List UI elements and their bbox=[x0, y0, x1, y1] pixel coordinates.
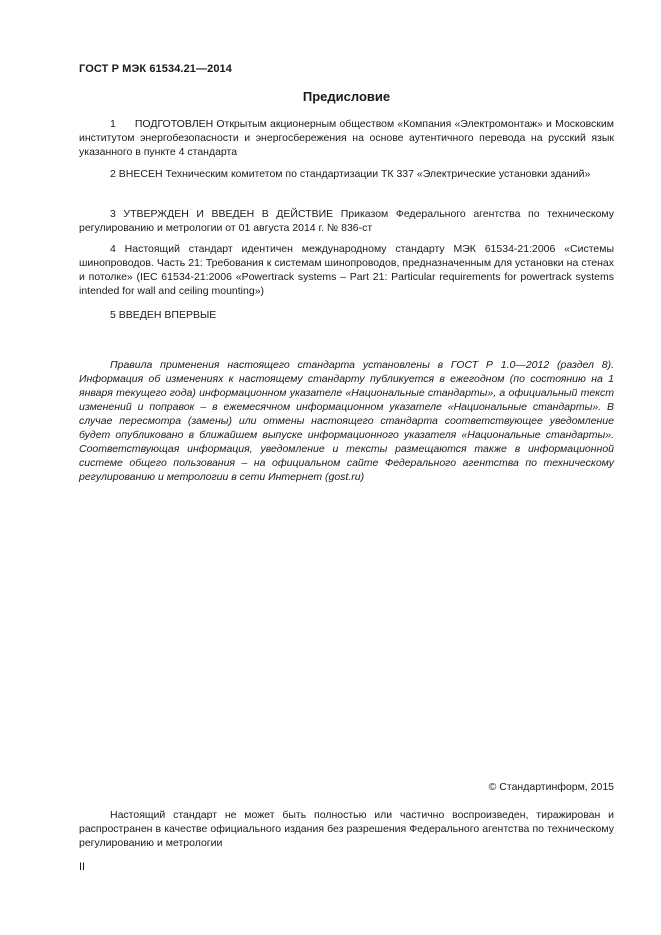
item-number: 4 bbox=[110, 243, 116, 255]
item-text: УТВЕРЖДЕН И ВВЕДЕН В ДЕЙСТВИЕ Приказом Федерального агентства по техническому регулированию и метрологии от 01 августа 2014 г. № 836-ст bbox=[79, 208, 615, 234]
reproduction-notice bbox=[79, 808, 614, 850]
item-number: 5 bbox=[110, 309, 116, 321]
item-text: Настоящий стандарт идентичен международному стандарту МЭК 61534-21:2006 «Системы шинопроводов. Часть 21: Требования к системам шинопроводов, предназначенным для установки на стенах и потолке» (IEC 61534-21:2006 «Powertrack systems – Part 21: Particular requirements for powertrack systems intended for wall and ceiling mounting») bbox=[79, 243, 615, 297]
reproduction-text: Настоящий стандарт не может быть полностью или частично воспроизведен, тиражирован и распространен в качестве официального издания без разрешения Федерального агентства по техническому регулированию и метрологии bbox=[79, 809, 614, 849]
item-text: ВНЕСЕН Техническим комитетом по стандартизации ТК 337 «Электрические установки зданий» bbox=[118, 168, 591, 180]
foreword-item-3 bbox=[79, 207, 614, 235]
page-number: II bbox=[79, 861, 86, 873]
item-number: 3 bbox=[110, 208, 116, 220]
foreword-item-2 bbox=[79, 167, 614, 181]
document-code-header: ГОСТ Р МЭК 61534.21—2014 bbox=[79, 63, 232, 75]
item-text: ПОДГОТОВЛЕН Открытым акционерным обществом «Компания «Электромонтаж» и Московским институтом энергобезопасности и энергосбережения на основе аутентичного перевода на русский язык указанного в пункте 4 стандарта bbox=[79, 118, 614, 158]
copyright-line: © Стандартинформ, 2015 bbox=[488, 781, 614, 793]
foreword-item-5 bbox=[79, 308, 614, 322]
page-title: Предисловие bbox=[302, 89, 391, 104]
item-text: ВВЕДЕН ВПЕРВЫЕ bbox=[118, 309, 217, 321]
foreword-item-4 bbox=[79, 242, 614, 298]
application-notice bbox=[79, 358, 614, 484]
item-number: 1 bbox=[110, 118, 116, 130]
foreword-item-1 bbox=[79, 117, 614, 159]
item-number: 2 bbox=[110, 168, 116, 180]
notice-text: Правила применения настоящего стандарта установлены в ГОСТ Р 1.0—2012 (раздел 8). Информация об изменениях к настоящему стандарту публикуется в ежегодном (по состоянию на 1 января текущего года) информационном указателе «Национальные стандарты», а официальный текст изменений и поправок – в ежемесячном информационном указателе «Национальные стандарты». В случае пересмотра (замены) или отмены настоящего стандарта соответствующее уведомление будет опубликовано в ближайшем выпуске информационного указателя «Национальные стандарты». Соответствующая информация, уведомление и тексты размещаются также в информационной системе общего пользования – на официальном сайте Федерального агентства по техническому регулированию и метрологии в сети Интернет (gost.ru) bbox=[79, 359, 614, 483]
